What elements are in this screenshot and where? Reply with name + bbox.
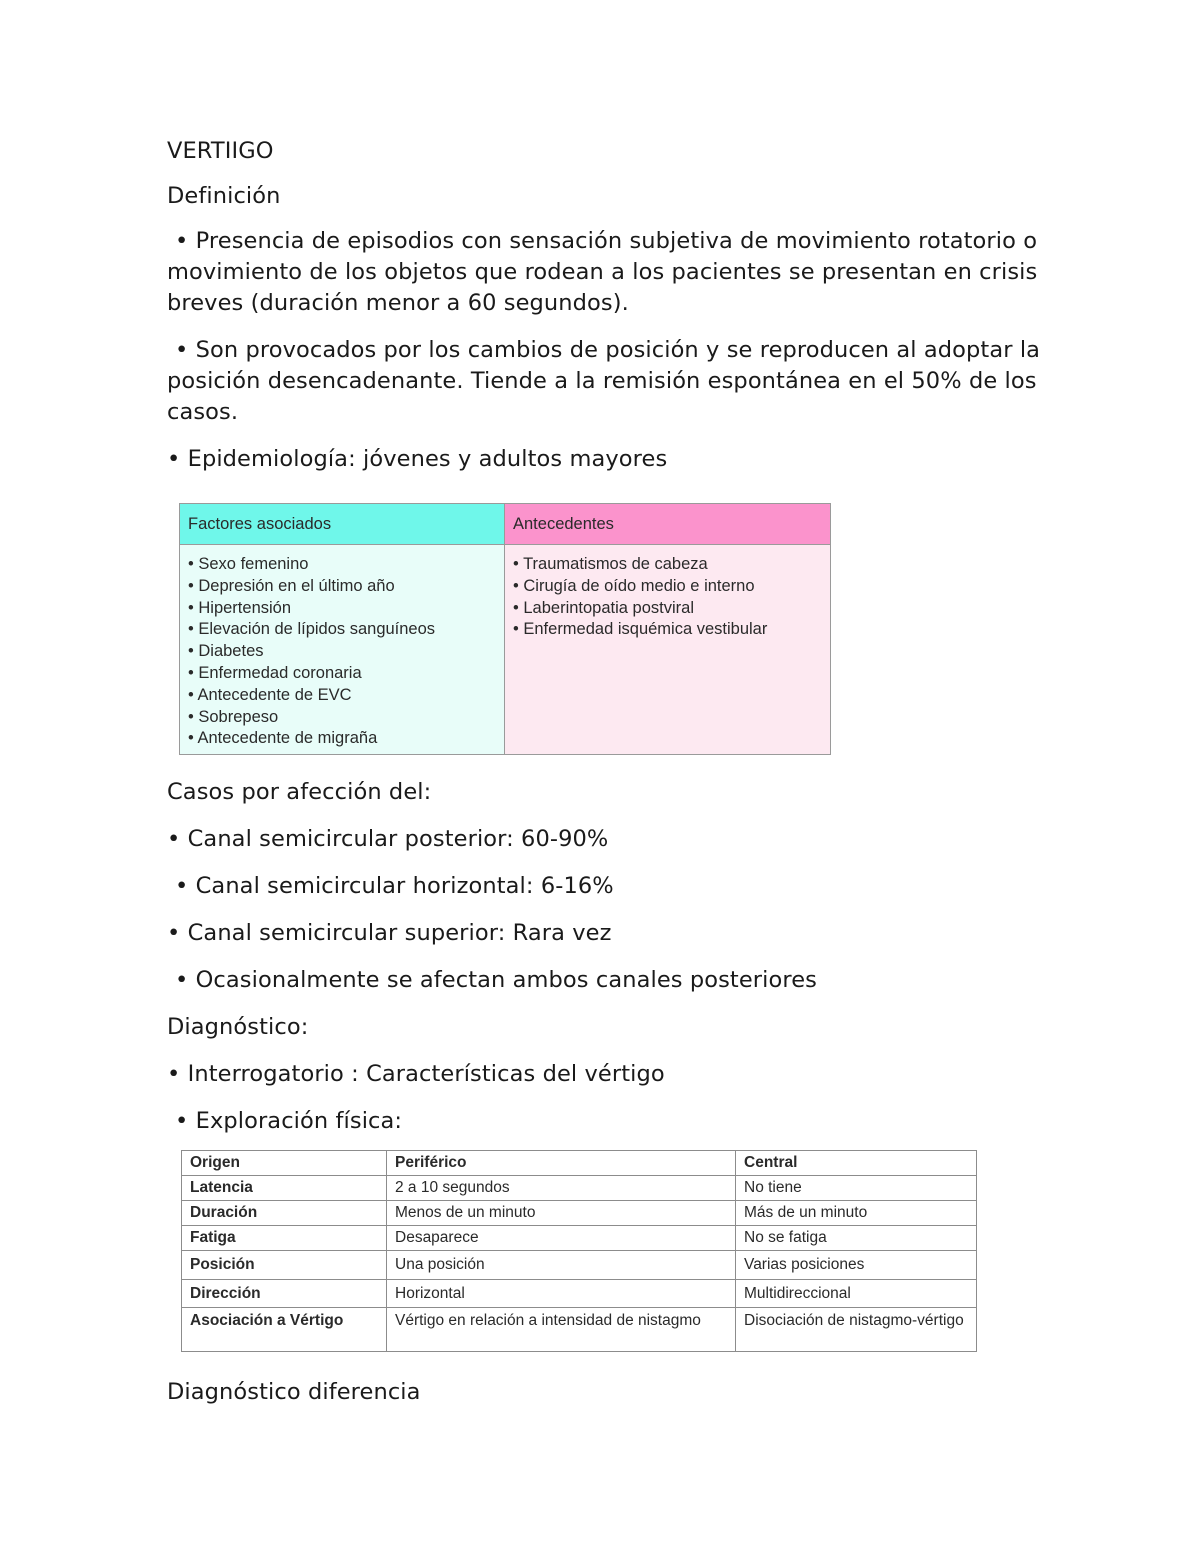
definicion-heading: Definición	[167, 183, 281, 209]
periferico-value: Menos de un minuto	[387, 1201, 736, 1226]
definicion-paragraph-1: • Presencia de episodios con sensación subjetiva de movimiento rotatorio o movimiento de los objetos que rodean a los pacientes se presentan en crisis breves (duración menor a 60 segundos).	[167, 228, 1038, 316]
factor-item: • Elevación de lípidos sanguíneos	[188, 619, 504, 641]
central-value: No se fatiga	[736, 1226, 977, 1251]
row-label: Duración	[182, 1201, 387, 1226]
casos-item: • Canal semicircular horizontal: 6-16%	[175, 873, 614, 899]
antecedente-item: • Enfermedad isquémica vestibular	[513, 619, 830, 641]
table-row	[182, 1226, 977, 1251]
factor-item: • Hipertensión	[188, 598, 504, 620]
periferico-value: 2 a 10 segundos	[387, 1176, 736, 1201]
exploracion-table	[181, 1150, 977, 1352]
antecedente-item: • Laberintopatia postviral	[513, 598, 830, 620]
central-value: Varias posiciones	[736, 1251, 977, 1280]
table-row	[182, 1308, 977, 1352]
table-row	[182, 1251, 977, 1280]
central-value: Disociación de nistagmo-vértigo	[736, 1308, 977, 1352]
periferico-value: Horizontal	[387, 1280, 736, 1308]
header-origen: Origen	[182, 1151, 387, 1176]
antecedentes-header: Antecedentes	[505, 504, 831, 545]
antecedente-item: • Cirugía de oído medio e interno	[513, 576, 830, 598]
factores-cell	[180, 545, 505, 755]
antecedente-item: • Traumatismos de cabeza	[513, 554, 830, 576]
document-body	[167, 136, 1047, 491]
casos-item: • Canal semicircular posterior: 60-90%	[167, 826, 609, 852]
periferico-value: Desaparece	[387, 1226, 736, 1251]
row-label: Dirección	[182, 1280, 387, 1308]
epidemiologia-item: • Epidemiología: jóvenes y adultos mayores	[167, 446, 668, 472]
casos-heading: Casos por afección del:	[167, 779, 432, 805]
antecedentes-cell	[505, 545, 831, 755]
factores-header: Factores asociados	[180, 504, 505, 545]
factor-item: • Antecedente de EVC	[188, 685, 504, 707]
row-label: Asociación a Vértigo	[182, 1308, 387, 1352]
table-row	[182, 1201, 977, 1226]
periferico-value: Una posición	[387, 1251, 736, 1280]
diferencial-heading: Diagnóstico diferencia	[167, 1379, 421, 1405]
central-value: Multidireccional	[736, 1280, 977, 1308]
diagnostico-item: • Exploración física:	[175, 1108, 403, 1134]
table-row	[182, 1280, 977, 1308]
row-label: Fatiga	[182, 1226, 387, 1251]
table-row	[182, 1176, 977, 1201]
periferico-value: Vértigo en relación a intensidad de nistagmo	[387, 1308, 736, 1352]
table-header-row	[182, 1151, 977, 1176]
central-value: Más de un minuto	[736, 1201, 977, 1226]
factor-item: • Sexo femenino	[188, 554, 504, 576]
definicion-paragraph-2: • Son provocados por los cambios de posición y se reproducen al adoptar la posición desencadenante. Tiende a la remisión espontánea en el 50% de los casos.	[167, 337, 1041, 425]
factor-item: • Enfermedad coronaria	[188, 663, 504, 685]
diagnostico-item: • Interrogatorio : Características del vértigo	[167, 1061, 665, 1087]
diferencial-section	[167, 1377, 1047, 1424]
factor-item: • Antecedente de migraña	[188, 728, 504, 750]
factor-item: • Depresión en el último año	[188, 576, 504, 598]
factores-antecedentes-table	[179, 503, 831, 755]
row-label: Posición	[182, 1251, 387, 1280]
central-value: No tiene	[736, 1176, 977, 1201]
casos-item: • Canal semicircular superior: Rara vez	[167, 920, 612, 946]
casos-item: • Ocasionalmente se afectan ambos canales posteriores	[175, 967, 817, 993]
casos-section	[167, 777, 1047, 1153]
header-central: Central	[736, 1151, 977, 1176]
factor-item: • Sobrepeso	[188, 707, 504, 729]
document-title: VERTIIGO	[167, 138, 274, 164]
factor-item: • Diabetes	[188, 641, 504, 663]
diagnostico-heading: Diagnóstico:	[167, 1014, 309, 1040]
header-periferico: Periférico	[387, 1151, 736, 1176]
row-label: Latencia	[182, 1176, 387, 1201]
